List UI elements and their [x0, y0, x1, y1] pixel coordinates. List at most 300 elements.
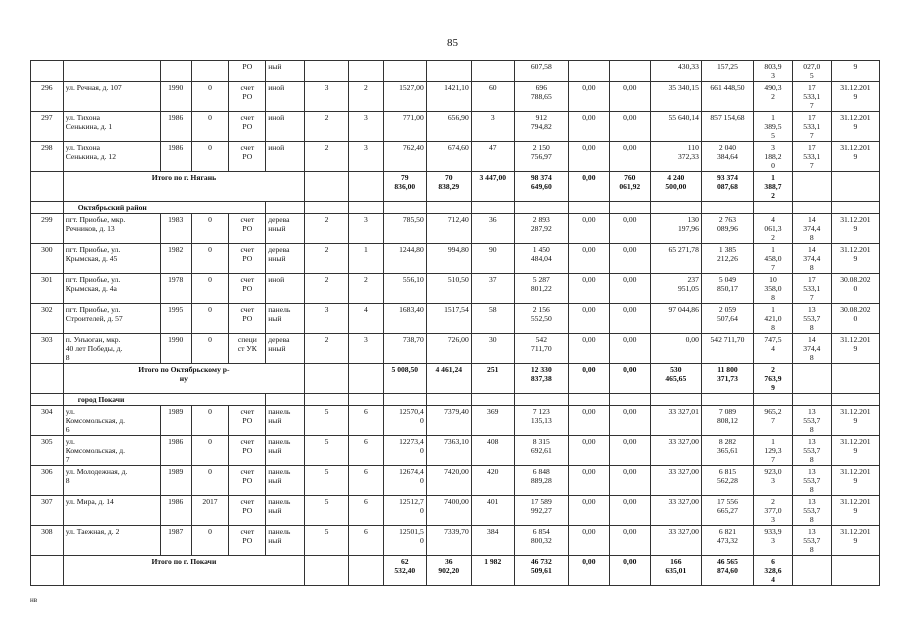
- subtotal-value: 0,00: [609, 364, 650, 394]
- cell: ул. Комсомольская, д. 7: [63, 436, 160, 466]
- cell: 31.12.201 9: [831, 142, 879, 172]
- cell: 2 893 287,92: [514, 214, 568, 244]
- subtotal-value: 4 461,24: [426, 364, 471, 394]
- cell: 7400,00: [426, 496, 471, 526]
- cell: [609, 61, 650, 82]
- cell: 8 282 365,61: [701, 436, 753, 466]
- cell: 1986: [160, 142, 191, 172]
- cell: 33 327,01: [650, 406, 701, 436]
- cell: [305, 61, 349, 82]
- cell: 2 377,0 3: [754, 496, 793, 526]
- cell: 12273,4 0: [383, 436, 426, 466]
- cell: 0,00: [609, 466, 650, 496]
- subtotal-value: 2 763,9 9: [754, 364, 793, 394]
- cell: 35 340,15: [650, 82, 701, 112]
- cell: РО: [229, 61, 266, 82]
- cell: 0: [191, 244, 229, 274]
- cell: 31.12.201 9: [831, 244, 879, 274]
- subtotal-value: 79 836,00: [383, 172, 426, 202]
- cell: 17 533,1 7: [792, 82, 831, 112]
- cell: 0,00: [568, 334, 609, 364]
- cell: иной: [266, 112, 305, 142]
- cell: 30.08.202 0: [831, 274, 879, 304]
- subtotal-value: 12 330 837,38: [514, 364, 568, 394]
- cell: 12512,7 0: [383, 496, 426, 526]
- cell: ул. Мира, д. 14: [63, 496, 160, 526]
- table-row: [31, 496, 880, 526]
- cell: 130 197,96: [650, 214, 701, 244]
- cell: 14 374,4 8: [792, 334, 831, 364]
- cell: 0: [191, 112, 229, 142]
- cell: 0,00: [568, 496, 609, 526]
- cell: 7339,70: [426, 526, 471, 556]
- cell: 31.12.201 9: [831, 436, 879, 466]
- cell: 2 763 089,96: [701, 214, 753, 244]
- cell: 2: [305, 112, 349, 142]
- cell: 47: [471, 142, 514, 172]
- cell: 3 188,2 0: [754, 142, 793, 172]
- subtotal-label: Итого по г. Покачи: [63, 556, 304, 586]
- cell: 0: [191, 406, 229, 436]
- cell: 0,00: [609, 214, 650, 244]
- cell: 7379,40: [426, 406, 471, 436]
- cell: 2017: [191, 496, 229, 526]
- cell: 37: [471, 274, 514, 304]
- cell: панель ный: [266, 466, 305, 496]
- table-row: [31, 214, 880, 244]
- cell: 384: [471, 526, 514, 556]
- cell: 726,00: [426, 334, 471, 364]
- cell: 408: [471, 436, 514, 466]
- cell: 36: [471, 214, 514, 244]
- cell: 5: [305, 466, 349, 496]
- cell: 369: [471, 406, 514, 436]
- cell: 31.12.201 9: [831, 112, 879, 142]
- cell: 33 327,00: [650, 496, 701, 526]
- cell: 0: [191, 466, 229, 496]
- cell: 6: [349, 406, 384, 436]
- district-header-row: [31, 394, 880, 406]
- cell: 5 287 801,22: [514, 274, 568, 304]
- table-row: [31, 142, 880, 172]
- cell: [383, 61, 426, 82]
- cell: 17 533,1 7: [792, 274, 831, 304]
- cell: 2 040 384,64: [701, 142, 753, 172]
- subtotal-value: 0,00: [568, 364, 609, 394]
- cell: 6 815 562,28: [701, 466, 753, 496]
- cell: ул. Речная, д. 107: [63, 82, 160, 112]
- cell: 656,90: [426, 112, 471, 142]
- cell: п. Унъюган, мкр. 40 лет Победы, д. 8: [63, 334, 160, 364]
- cell: 31.12.201 9: [831, 406, 879, 436]
- cell: 2: [305, 142, 349, 172]
- cell: 0,00: [568, 244, 609, 274]
- cell: 308: [31, 526, 64, 556]
- subtotal-value: 1 388,7 2: [754, 172, 793, 202]
- cell: 1244,80: [383, 244, 426, 274]
- subtotal-value: 62 532,40: [383, 556, 426, 586]
- cell: 1 421,0 8: [754, 304, 793, 334]
- cell: 430,33: [650, 61, 701, 82]
- cell: 90: [471, 244, 514, 274]
- cell: 0: [191, 436, 229, 466]
- cell: 31.12.201 9: [831, 214, 879, 244]
- cell: 296: [31, 82, 64, 112]
- cell: 31.12.201 9: [831, 526, 879, 556]
- subtotal-label: Итого по г. Нягань: [63, 172, 304, 202]
- cell: счет РО: [229, 466, 266, 496]
- cell: 771,00: [383, 112, 426, 142]
- cell: 5: [305, 526, 349, 556]
- subtotal-value: 530 465,65: [650, 364, 701, 394]
- cell: ул. Комсомольская, д. 6: [63, 406, 160, 436]
- cell: 027,0 5: [792, 61, 831, 82]
- cell: 0,00: [609, 304, 650, 334]
- cell: ул. Тихона Сенькина, д. 1: [63, 112, 160, 142]
- cell: 6: [349, 526, 384, 556]
- subtotal-value: 6 328,6 4: [754, 556, 793, 586]
- cell: 1987: [160, 526, 191, 556]
- cell: 1995: [160, 304, 191, 334]
- cell: счет РО: [229, 526, 266, 556]
- cell: 1517,54: [426, 304, 471, 334]
- cell: 237 951,05: [650, 274, 701, 304]
- cell: 17 533,1 7: [792, 142, 831, 172]
- cell: иной: [266, 142, 305, 172]
- cell: 994,80: [426, 244, 471, 274]
- cell: 2 059 507,64: [701, 304, 753, 334]
- cell: 785,50: [383, 214, 426, 244]
- subtotal-value: 3 447,00: [471, 172, 514, 202]
- cell: 13 553,7 8: [792, 406, 831, 436]
- cell: [31, 61, 64, 82]
- subtotal-label: Итого по Октябрьскому р- ну: [63, 364, 304, 394]
- cell: 5: [305, 496, 349, 526]
- cell: 17 589 992,27: [514, 496, 568, 526]
- cell: 6: [349, 496, 384, 526]
- cell: 60: [471, 82, 514, 112]
- cell: 12501,5 0: [383, 526, 426, 556]
- cell: 157,25: [701, 61, 753, 82]
- carry-over-row: [31, 61, 880, 82]
- cell: ул. Таежная, д. 2: [63, 526, 160, 556]
- cell: 30: [471, 334, 514, 364]
- cell: 696 788,65: [514, 82, 568, 112]
- subtotal-value: 36 902,20: [426, 556, 471, 586]
- subtotal-value: 251: [471, 364, 514, 394]
- subtotal-value: 1 982: [471, 556, 514, 586]
- cell: пгт. Приобье, ул. Крымская, д. 45: [63, 244, 160, 274]
- cell: панель ный: [266, 304, 305, 334]
- cell: 747,5 4: [754, 334, 793, 364]
- cell: 301: [31, 274, 64, 304]
- cell: 6 821 473,32: [701, 526, 753, 556]
- cell: 8 315 692,61: [514, 436, 568, 466]
- cell: 3: [349, 214, 384, 244]
- cell: счет РО: [229, 142, 266, 172]
- cell: 58: [471, 304, 514, 334]
- cell: 0,00: [568, 214, 609, 244]
- subtotal-row: [31, 364, 880, 394]
- cell: 0,00: [568, 406, 609, 436]
- cell: счет РО: [229, 112, 266, 142]
- cell: 13 553,7 8: [792, 436, 831, 466]
- cell: 10 358,0 8: [754, 274, 793, 304]
- cell: 6 854 800,32: [514, 526, 568, 556]
- cell: 1989: [160, 406, 191, 436]
- cell: 97 044,86: [650, 304, 701, 334]
- cell: 17 533,1 7: [792, 112, 831, 142]
- cell: 542 711,70: [701, 334, 753, 364]
- cell: 0,00: [568, 82, 609, 112]
- cell: пгт. Приобье, ул. Строителей, д. 57: [63, 304, 160, 334]
- cell: пгт. Приобье, мкр. Речников, д. 13: [63, 214, 160, 244]
- cell: 0,00: [609, 526, 650, 556]
- cell: 857 154,68: [701, 112, 753, 142]
- cell: 1683,40: [383, 304, 426, 334]
- cell: 30.08.202 0: [831, 304, 879, 334]
- cell: 7 089 808,12: [701, 406, 753, 436]
- cell: 33 327,00: [650, 436, 701, 466]
- cell: ул. Молодежная, д. 8: [63, 466, 160, 496]
- cell: 2 150 756,97: [514, 142, 568, 172]
- subtotal-row: [31, 172, 880, 202]
- cell: 3: [471, 112, 514, 142]
- cell: 300: [31, 244, 64, 274]
- table-row: [31, 466, 880, 496]
- table-row: [31, 82, 880, 112]
- subtotal-value: 0,00: [568, 172, 609, 202]
- district-title: Октябрьский район: [63, 202, 266, 214]
- cell: 0,00: [568, 274, 609, 304]
- cell: иной: [266, 274, 305, 304]
- cell: 933,9 3: [754, 526, 793, 556]
- cell: 14 374,4 8: [792, 244, 831, 274]
- cell: 14 374,4 8: [792, 214, 831, 244]
- cell: 2: [305, 334, 349, 364]
- cell: 1989: [160, 466, 191, 496]
- cell: 1 450 484,04: [514, 244, 568, 274]
- cell: 912 794,82: [514, 112, 568, 142]
- cell: дерева нный: [266, 244, 305, 274]
- cell: 6: [349, 436, 384, 466]
- cell: [426, 61, 471, 82]
- cell: специ ст УК: [229, 334, 266, 364]
- cell: [471, 61, 514, 82]
- cell: дерева нный: [266, 214, 305, 244]
- cell: 13 553,7 8: [792, 304, 831, 334]
- cell: 762,40: [383, 142, 426, 172]
- cell: 3: [305, 82, 349, 112]
- cell: 65 271,78: [650, 244, 701, 274]
- cell: 0: [191, 274, 229, 304]
- cell: 305: [31, 436, 64, 466]
- cell: 303: [31, 334, 64, 364]
- table-row: [31, 406, 880, 436]
- cell: 0,00: [568, 466, 609, 496]
- cell: 297: [31, 112, 64, 142]
- cell: 1982: [160, 244, 191, 274]
- cell: 4 061,3 2: [754, 214, 793, 244]
- cell: [568, 61, 609, 82]
- cell: 13 553,7 8: [792, 496, 831, 526]
- cell: 1: [349, 244, 384, 274]
- cell: 965,2 7: [754, 406, 793, 436]
- cell: 298: [31, 142, 64, 172]
- cell: счет РО: [229, 274, 266, 304]
- cell: 0: [191, 526, 229, 556]
- cell: 5 049 850,17: [701, 274, 753, 304]
- cell: 1983: [160, 214, 191, 244]
- housing-register-table: [30, 60, 880, 586]
- cell: счет РО: [229, 406, 266, 436]
- cell: 0,00: [609, 142, 650, 172]
- cell: 1527,00: [383, 82, 426, 112]
- cell: [191, 61, 229, 82]
- subtotal-value: 166 635,01: [650, 556, 701, 586]
- cell: 0,00: [609, 436, 650, 466]
- footer-mark: нв: [30, 596, 38, 604]
- cell: 1986: [160, 112, 191, 142]
- cell: 1 458,0 7: [754, 244, 793, 274]
- cell: [63, 61, 160, 82]
- cell: 12674,4 0: [383, 466, 426, 496]
- cell: 6 848 889,28: [514, 466, 568, 496]
- cell: 0,00: [609, 244, 650, 274]
- district-header-row: [31, 202, 880, 214]
- cell: [349, 61, 384, 82]
- cell: 542 711,70: [514, 334, 568, 364]
- cell: 0,00: [609, 274, 650, 304]
- cell: 3: [349, 142, 384, 172]
- cell: счет РО: [229, 214, 266, 244]
- cell: счет РО: [229, 436, 266, 466]
- cell: 33 327,00: [650, 526, 701, 556]
- cell: пгт. Приобье, ул. Крымская, д. 4а: [63, 274, 160, 304]
- cell: панель ный: [266, 496, 305, 526]
- cell: 0,00: [568, 304, 609, 334]
- cell: счет РО: [229, 244, 266, 274]
- cell: 4: [349, 304, 384, 334]
- cell: панель ный: [266, 526, 305, 556]
- cell: 307: [31, 496, 64, 526]
- cell: 304: [31, 406, 64, 436]
- cell: 9: [831, 61, 879, 82]
- cell: 0: [191, 334, 229, 364]
- cell: 13 553,7 8: [792, 526, 831, 556]
- cell: 661 448,50: [701, 82, 753, 112]
- cell: 2: [305, 214, 349, 244]
- cell: 607,58: [514, 61, 568, 82]
- cell: 7 123 135,13: [514, 406, 568, 436]
- cell: 1978: [160, 274, 191, 304]
- cell: 2: [305, 244, 349, 274]
- cell: 6: [349, 466, 384, 496]
- cell: 0,00: [609, 82, 650, 112]
- cell: счет РО: [229, 304, 266, 334]
- cell: [160, 61, 191, 82]
- cell: 0,00: [568, 436, 609, 466]
- subtotal-value: 98 374 649,60: [514, 172, 568, 202]
- cell: 3: [349, 112, 384, 142]
- cell: 510,50: [426, 274, 471, 304]
- table-row: [31, 112, 880, 142]
- cell: панель ный: [266, 406, 305, 436]
- cell: 0,00: [568, 112, 609, 142]
- cell: 712,40: [426, 214, 471, 244]
- table-row: [31, 244, 880, 274]
- cell: 0,00: [568, 526, 609, 556]
- cell: 0: [191, 82, 229, 112]
- cell: 55 640,14: [650, 112, 701, 142]
- cell: 5: [305, 406, 349, 436]
- cell: 31.12.201 9: [831, 334, 879, 364]
- table-row: [31, 274, 880, 304]
- cell: 1 385 212,26: [701, 244, 753, 274]
- cell: 5: [305, 436, 349, 466]
- cell: 674,60: [426, 142, 471, 172]
- cell: 302: [31, 304, 64, 334]
- cell: 299: [31, 214, 64, 244]
- cell: дерева нный: [266, 334, 305, 364]
- cell: счет РО: [229, 82, 266, 112]
- cell: 306: [31, 466, 64, 496]
- cell: 3: [305, 304, 349, 334]
- cell: 1 389,5 5: [754, 112, 793, 142]
- subtotal-row: [31, 556, 880, 586]
- cell: 0: [191, 304, 229, 334]
- cell: иной: [266, 82, 305, 112]
- cell: ул. Тихона Сенькина, д. 12: [63, 142, 160, 172]
- page-number: 85: [447, 37, 458, 49]
- table-row: [31, 526, 880, 556]
- cell: 2: [305, 274, 349, 304]
- cell: панель ный: [266, 436, 305, 466]
- cell: ный: [266, 61, 305, 82]
- cell: 803,9 3: [754, 61, 793, 82]
- cell: 490,3 2: [754, 82, 793, 112]
- cell: 0,00: [609, 334, 650, 364]
- cell: 923,0 3: [754, 466, 793, 496]
- cell: 0,00: [609, 406, 650, 436]
- cell: 1421,10: [426, 82, 471, 112]
- cell: 1990: [160, 334, 191, 364]
- cell: 31.12.201 9: [831, 82, 879, 112]
- cell: 0,00: [609, 496, 650, 526]
- subtotal-value: 4 240 500,00: [650, 172, 701, 202]
- cell: 2: [349, 82, 384, 112]
- cell: 0,00: [609, 112, 650, 142]
- district-title: город Покачи: [63, 394, 266, 406]
- subtotal-value: 0,00: [568, 556, 609, 586]
- table-row: [31, 436, 880, 466]
- cell: 110 372,33: [650, 142, 701, 172]
- cell: 7420,00: [426, 466, 471, 496]
- cell: 1 129,3 7: [754, 436, 793, 466]
- cell: 31.12.201 9: [831, 466, 879, 496]
- cell: 0: [191, 142, 229, 172]
- cell: 738,70: [383, 334, 426, 364]
- cell: 420: [471, 466, 514, 496]
- subtotal-value: 93 374 087,68: [701, 172, 753, 202]
- cell: 2: [349, 274, 384, 304]
- subtotal-value: 5 008,50: [383, 364, 426, 394]
- cell: 13 553,7 8: [792, 466, 831, 496]
- subtotal-value: 46 565 874,60: [701, 556, 753, 586]
- subtotal-value: 760 061,92: [609, 172, 650, 202]
- subtotal-value: 0,00: [609, 556, 650, 586]
- cell: 401: [471, 496, 514, 526]
